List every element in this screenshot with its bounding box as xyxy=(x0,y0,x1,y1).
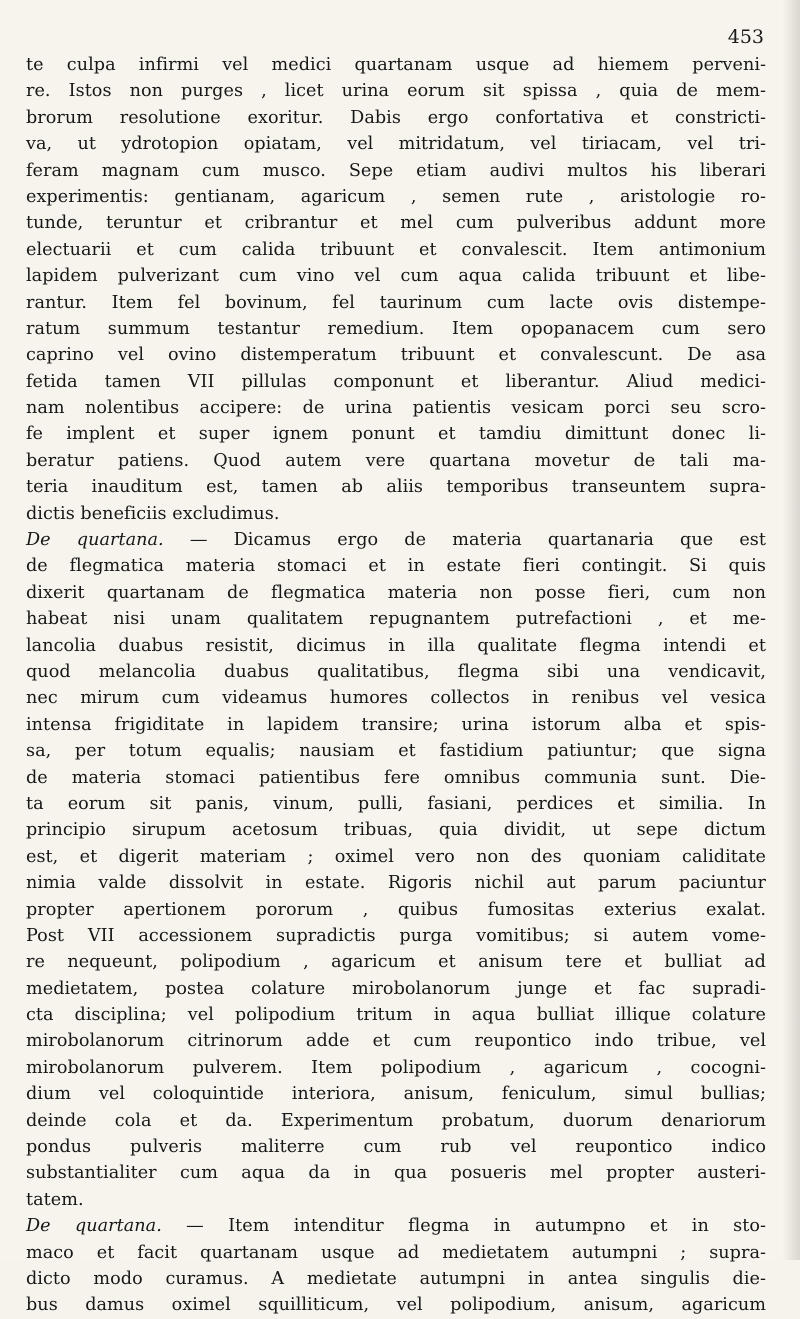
text-line: quod melancolia duabus qualitatibus, flegma sibi una vendicavit, xyxy=(26,661,766,682)
text-line: teria inauditum est, tamen ab aliis temporibus transeuntem supra- xyxy=(26,477,766,498)
text-line: lapidem pulverizant cum vino vel cum aqua calida tribuunt et libe- xyxy=(26,266,766,287)
text-line: de materia stomaci patientibus fere omnibus communia sunt. Die- xyxy=(26,767,766,788)
text-line: lancolia duabus resistit, dicimus in illa qualitate flegma intendi et xyxy=(26,635,766,656)
text-line: maco et facit quartanam usque ad medietatem autumpni ; supra- xyxy=(26,1242,766,1263)
text-line: caprino vel ovino distemperatum tribuunt et convalescunt. De asa xyxy=(26,345,766,366)
section-first-line-text: — Item intenditur flegma in autumpno et in sto- xyxy=(161,1216,766,1237)
text-line: nimia valde dissolvit in estate. Rigoris nichil aut parum paciuntur xyxy=(26,873,766,894)
section-heading: De quartana. xyxy=(26,530,164,551)
section-first-line xyxy=(26,527,766,553)
section-first-line xyxy=(26,1213,766,1239)
text-line: pondus pulveris maliterre cum rub vel reupontico indico xyxy=(26,1137,766,1158)
text-line: experimentis: gentianam, agaricum , semen rute , aristologie ro- xyxy=(26,186,766,207)
text-line: dictis beneficiis excludimus. xyxy=(26,503,280,524)
text-line: ta eorum sit panis, vinum, pulli, fasiani, perdices et similia. In xyxy=(26,793,766,814)
text-line: substantialiter cum aqua da in qua posueris mel propter austeri- xyxy=(26,1163,766,1184)
text-line: Post VII accessionem supradictis purga vomitibus; si autem vome- xyxy=(26,925,766,946)
page-number: 453 xyxy=(727,26,764,48)
text-line: de flegmatica materia stomaci et in estate fieri contingit. Si quis xyxy=(26,556,766,577)
text-line: dicto modo curamus. A medietate autumpni in antea singulis die- xyxy=(26,1268,766,1289)
text-line: beratur patiens. Quod autem vere quartana movetur de tali ma- xyxy=(26,450,766,471)
text-line: rantur. Item fel bovinum, fel taurinum cum lacte ovis distempe- xyxy=(26,292,766,313)
text-line: fetida tamen VII pillulas componunt et liberantur. Aliud medici- xyxy=(26,371,766,392)
text-line: ratum summum testantur remedium. Item opopanacem cum sero xyxy=(26,318,766,339)
text-line: dium vel coloquintide interiora, anisum, feniculum, simul bullias; xyxy=(26,1084,766,1105)
section-heading: De quartana. xyxy=(26,1216,162,1237)
text-line: va, ut ydrotopion opiatam, vel mitridatum, vel tiriacam, vel tri- xyxy=(26,134,766,155)
text-line: brorum resolutione exoritur. Dabis ergo confortativa et constricti- xyxy=(26,107,766,128)
text-line: tatem. xyxy=(26,1189,84,1210)
text-line: medietatem, postea colature mirobolanorum junge et fac supradi- xyxy=(26,978,766,999)
text-line: habeat nisi unam qualitatem repugnantem putrefactioni , et me- xyxy=(26,609,766,630)
body-text xyxy=(26,52,766,1319)
text-line: cta disciplina; vel polipodium tritum in aqua bulliat illique colature xyxy=(26,1005,766,1026)
text-line: electuarii et cum calida tribuunt et convalescit. Item antimonium xyxy=(26,239,766,260)
text-line: feram magnam cum musco. Sepe etiam audivi multos his liberari xyxy=(26,160,766,181)
text-line: te culpa infirmi vel medici quartanam usque ad hiemem perveni- xyxy=(26,55,766,75)
text-line: re. Istos non purges , licet urina eorum sit spissa , quia de mem- xyxy=(26,81,766,102)
text-line: re nequeunt, polipodium , agaricum et anisum tere et bulliat ad xyxy=(26,952,766,973)
text-line: mirobolanorum citrinorum adde et cum reupontico indo tribue, vel xyxy=(26,1031,766,1052)
text-line: intensa frigiditate in lapidem transire; urina istorum alba et spis- xyxy=(26,714,766,735)
text-line: tunde, teruntur et cribrantur et mel cum pulveribus addunt more xyxy=(26,213,766,234)
text-line: est, et digerit materiam ; oximel vero non des quoniam caliditate xyxy=(26,846,766,867)
text-line: dixerit quartanam de flegmatica materia non posse fieri, cum non xyxy=(26,582,766,603)
text-line: sa, per totum equalis; nausiam et fastidium patiuntur; que signa xyxy=(26,741,766,762)
text-line: nec mirum cum videamus humores collectos in renibus vel vesica xyxy=(26,688,766,709)
text-line: nam nolentibus accipere: de urina patientis vesicam porci seu scro- xyxy=(26,398,766,419)
page-edge-shadow xyxy=(782,0,800,1260)
text-line: mirobolanorum pulverem. Item polipodium , agaricum , cocogni- xyxy=(26,1057,766,1078)
text-line: bus damus oximel squilliticum, vel polipodium, anisum, agaricum xyxy=(26,1295,766,1316)
text-line: fe implent et super ignem ponunt et tamdiu dimittunt donec li- xyxy=(26,424,766,445)
text-line: principio sirupum acetosum tribuas, quia dividit, ut sepe dictum xyxy=(26,820,766,841)
section-first-line-text: — Dicamus ergo de materia quartanaria que est xyxy=(163,530,767,551)
text-line: deinde cola et da. Experimentum probatum, duorum denariorum xyxy=(26,1110,766,1131)
text-line: propter apertionem pororum , quibus fumositas exterius exalat. xyxy=(26,899,766,920)
